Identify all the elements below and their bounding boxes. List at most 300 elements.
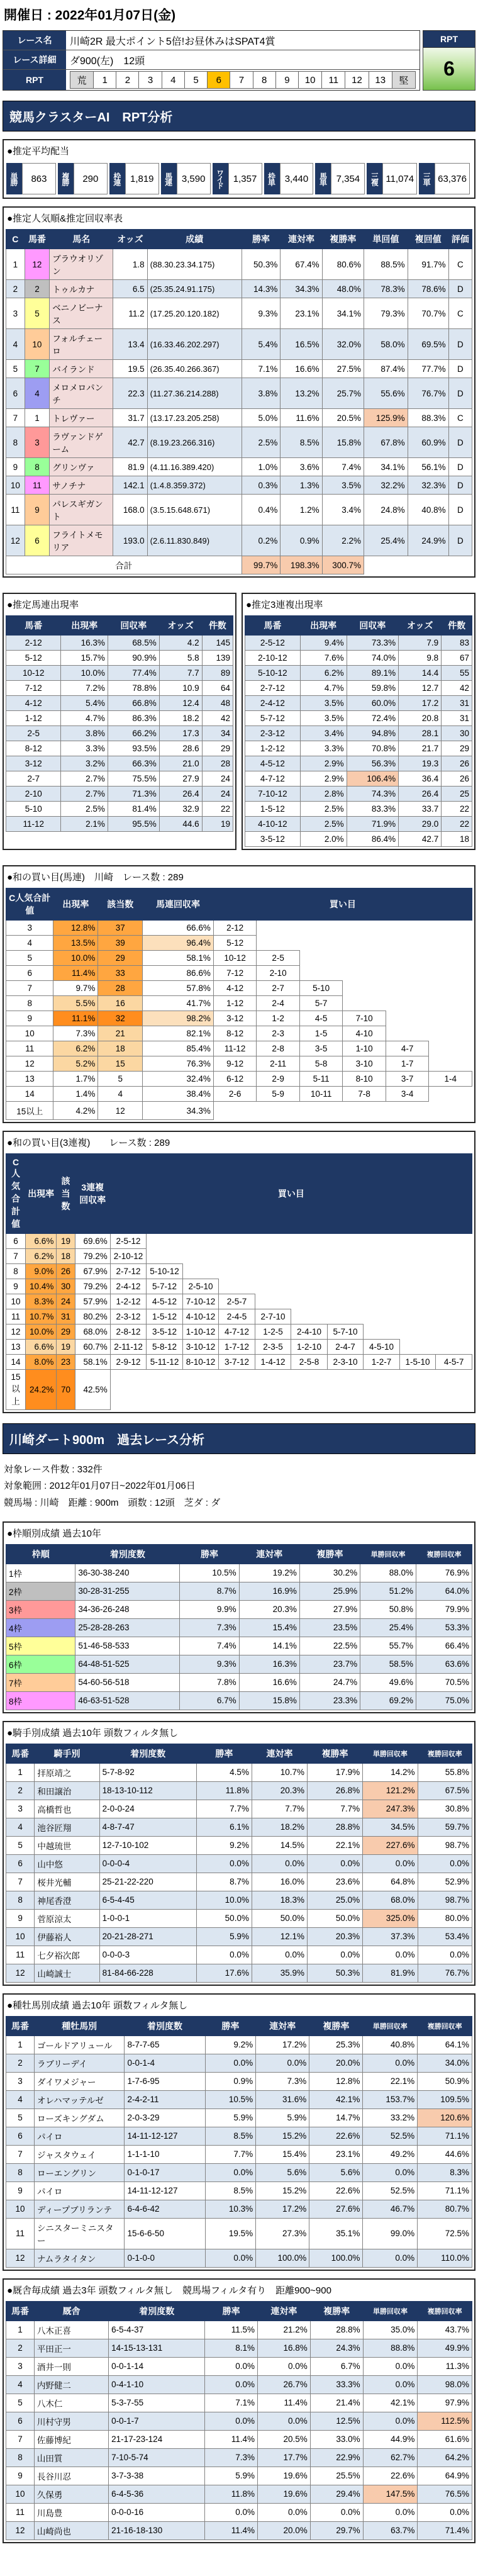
race-detail-value: ダ900(左) 12頭 — [66, 50, 420, 69]
table-cell: 4-12 — [6, 696, 61, 711]
table-cell: 5.0% — [242, 409, 281, 427]
table-cell: メロメロパンチ — [50, 378, 113, 409]
table-cell: 1-12 — [6, 711, 61, 726]
table-cell: 0.0% — [308, 1946, 363, 1964]
table-cell: 7 — [6, 1249, 26, 1264]
table-cell: 120.6% — [418, 2108, 472, 2127]
race-info-panel — [3, 30, 475, 91]
table-cell: 80.2% — [75, 1309, 110, 1324]
table-cell: 2.7% — [61, 787, 108, 802]
header-row — [6, 2016, 472, 2036]
table-cell: 11.8% — [205, 2485, 258, 2503]
table-cell: (16.33.46.202.297) — [147, 329, 242, 360]
table-cell: 5-7-10 — [327, 1324, 364, 1340]
race-info-table — [3, 30, 420, 91]
column-header: 複勝回収率 — [416, 1544, 472, 1564]
table-cell: 24.9% — [408, 525, 448, 556]
table-row — [6, 951, 472, 966]
table-cell: 34.3% — [281, 280, 322, 298]
table-cell: ローズキングダム — [34, 2108, 125, 2127]
table-cell: 13.5% — [53, 936, 98, 951]
table-cell: 15.2% — [256, 2181, 309, 2200]
table-cell: バイランド — [50, 360, 113, 378]
table-cell: 8-10 — [343, 1072, 386, 1087]
table-cell: 4.2% — [53, 1102, 98, 1120]
column-header: 買い目 — [213, 888, 472, 921]
table-cell: 18.2 — [159, 711, 202, 726]
table-cell: 0.0% — [363, 2375, 418, 2394]
table-cell: 55 — [442, 666, 472, 681]
table-row — [6, 1249, 472, 1264]
table-cell[interactable]: 荒 — [70, 72, 94, 89]
table-cell: 0.0% — [363, 2163, 418, 2181]
table-cell: 6 — [6, 1854, 35, 1873]
table-row — [6, 1041, 472, 1056]
table-cell: 21.4% — [310, 2394, 363, 2412]
table-cell: 2.1% — [61, 817, 108, 832]
table-cell: 81.9 — [113, 458, 147, 476]
table-cell: 14.3% — [242, 280, 281, 298]
table-cell[interactable]: 5 — [184, 72, 207, 89]
table-cell: 10.0% — [26, 1324, 57, 1340]
table-cell: 10 — [6, 2200, 35, 2218]
table-cell: 10.0% — [61, 666, 108, 681]
table-cell: 93.5% — [108, 741, 159, 756]
table-cell: 19.5% — [205, 2218, 256, 2249]
table-cell: パレスギガント — [50, 495, 113, 525]
stable-results-box — [3, 2278, 475, 2543]
table-cell: 5 — [6, 951, 53, 966]
table-cell: 9.3% — [242, 298, 281, 329]
table-cell: 142.1 — [113, 476, 147, 495]
table-cell: 35.1% — [309, 2218, 363, 2249]
table-cell: 1枠 — [6, 1564, 75, 1582]
table-cell: 7.2% — [61, 681, 108, 696]
table-row — [6, 1234, 472, 1249]
table-row — [6, 711, 233, 726]
table-cell: 4 — [6, 2375, 35, 2394]
column-header: 複勝率 — [308, 1744, 363, 1763]
table-cell: 10.0% — [196, 1891, 252, 1909]
table-cell: 78.3% — [364, 280, 408, 298]
table-cell: 5-12 — [213, 936, 257, 951]
table-cell: 5-10 — [6, 802, 61, 817]
table-cell: 198.3% — [281, 556, 322, 574]
table-cell: 2-12 — [213, 921, 257, 936]
table-cell: 10.5% — [205, 2090, 256, 2108]
table-row — [245, 817, 472, 832]
table-row — [6, 1340, 472, 1355]
table-cell: 7 — [6, 1873, 35, 1891]
column-header: 回収率 — [347, 616, 399, 636]
table-cell[interactable]: 3 — [139, 72, 162, 89]
table-cell: 33.7 — [399, 802, 442, 817]
table-cell: 21.7 — [399, 741, 442, 756]
table-cell: 86.6% — [143, 966, 214, 981]
table-cell[interactable]: 8 — [253, 72, 275, 89]
table-cell: 7-10-5-74 — [109, 2448, 205, 2467]
table-cell: 3 — [6, 1800, 35, 1818]
stable-results-table — [6, 2301, 472, 2540]
table-cell: 33.0% — [310, 2430, 363, 2448]
table-cell: 12.7 — [399, 681, 442, 696]
table-cell: ジャスタウェイ — [34, 2145, 125, 2163]
table-cell: 16.0% — [252, 1873, 307, 1891]
table-row — [6, 996, 472, 1011]
table-cell: 67.9% — [75, 1264, 110, 1279]
table-cell: 21.0 — [159, 756, 202, 771]
table-cell: 6.6% — [26, 1340, 57, 1355]
table-row — [6, 360, 472, 378]
table-cell: 2-0-0-24 — [99, 1800, 196, 1818]
table-cell: 0.0% — [363, 2412, 418, 2430]
table-row — [6, 280, 472, 298]
table-cell: 神尾香澄 — [35, 1891, 99, 1909]
table-row — [6, 329, 472, 360]
table-cell: 2-9-12 — [110, 1355, 147, 1370]
wa-sanrenpuku-title: ●和の買い目(3連複) レース数 : 289 — [7, 1138, 170, 1148]
payout-value: 3,590 — [177, 163, 211, 194]
table-cell: 28 — [202, 756, 233, 771]
rpt-badge-panel — [423, 30, 475, 91]
table-cell: 4枠 — [6, 1618, 75, 1637]
table-row — [6, 2072, 472, 2090]
table-cell: 6 — [6, 2127, 35, 2145]
table-row — [6, 1011, 472, 1026]
header-row — [6, 1544, 472, 1564]
table-row — [245, 666, 472, 681]
column-header: 枠順 — [6, 1544, 75, 1564]
column-header: 馬番 — [6, 2016, 35, 2036]
table-cell: 19.3 — [399, 756, 442, 771]
track-conditions: 競馬場 : 川崎 距離 : 900m 頭数 : 12頭 芝ダ : ダ — [4, 1497, 221, 1508]
table-cell: 4 — [25, 378, 49, 409]
table-cell: 7-8 — [343, 1087, 386, 1102]
table-cell: 5-8-12 — [147, 1340, 183, 1355]
table-cell: 29.4% — [310, 2485, 363, 2503]
table-cell: 2-4-12 — [245, 696, 301, 711]
table-cell: 98.7% — [418, 1891, 472, 1909]
table-cell: 56.1% — [408, 458, 448, 476]
table-cell: 0.3% — [242, 476, 281, 495]
section-title-past-analysis: 川崎ダート900m 過去レース分析 — [3, 1423, 475, 1454]
table-cell: 2-9 — [257, 1072, 300, 1087]
table-cell: 15以上 — [6, 1370, 26, 1410]
table-cell: 64.1% — [418, 2036, 472, 2054]
table-cell: 1-4-12 — [255, 1355, 291, 1370]
table-cell: 4 — [6, 2090, 35, 2108]
table-cell: 2-5-7 — [219, 1294, 255, 1309]
table-cell: C — [448, 298, 472, 329]
table-cell: 5-11-12 — [147, 1355, 183, 1370]
avg-payout-box — [3, 139, 475, 199]
table-cell: 久保勇 — [34, 2485, 108, 2503]
table-cell: 145 — [202, 636, 233, 651]
table-cell: 0.0% — [363, 2503, 418, 2521]
table-cell: フォルチェーロ — [50, 329, 113, 360]
table-cell: 9 — [6, 1279, 26, 1294]
table-cell: 20-21-28-271 — [99, 1927, 196, 1946]
table-cell: 64.9% — [418, 2467, 472, 2485]
table-cell[interactable]: 堅 — [392, 72, 415, 89]
table-cell: 6 — [6, 378, 25, 409]
table-cell: ナムラタイタン — [34, 2249, 125, 2267]
table-cell[interactable]: 9 — [275, 72, 298, 89]
table-cell: 10.5% — [180, 1564, 239, 1582]
table-cell: 6枠 — [6, 1655, 75, 1673]
table-cell: 34 — [202, 726, 233, 741]
table-cell: 51.2% — [360, 1582, 416, 1600]
table-cell: 2-10-12 — [110, 1249, 147, 1264]
table-cell: 8.5% — [281, 427, 322, 458]
table-row — [6, 1946, 472, 1964]
table-cell: 5 — [6, 2394, 35, 2412]
table-cell: 1-5-12 — [245, 802, 301, 817]
table-cell: 31 — [57, 1309, 75, 1324]
table-cell: 60.0% — [347, 696, 399, 711]
table-row — [6, 1927, 472, 1946]
table-cell: 67 — [442, 651, 472, 666]
table-cell: 15.4% — [256, 2145, 309, 2163]
table-cell[interactable]: 2 — [116, 72, 139, 89]
table-cell: 3.6% — [281, 458, 322, 476]
table-cell: 5-7-12 — [245, 711, 301, 726]
table-cell: 9 — [6, 1011, 53, 1026]
table-cell: 0.0% — [205, 2412, 258, 2430]
table-cell: 0.0% — [418, 2503, 472, 2521]
payout-type-label: 枠連 — [109, 163, 125, 194]
table-cell: サノチナ — [50, 476, 113, 495]
table-cell[interactable]: 10 — [299, 72, 322, 89]
table-cell: 147.5% — [363, 2485, 418, 2503]
table-row — [6, 802, 233, 817]
column-header: 単回値 — [364, 230, 408, 249]
column-header: 勝率 — [205, 2301, 258, 2321]
column-header: オッズ — [159, 616, 202, 636]
table-cell: 7.1% — [205, 2394, 258, 2412]
table-cell: 12.1% — [252, 1927, 307, 1946]
table-cell: 6-12 — [213, 1072, 257, 1087]
payout-type-label: 枠単 — [264, 163, 280, 194]
table-cell: 6-5-4-37 — [109, 2321, 205, 2339]
table-cell: 12 — [98, 1102, 143, 1120]
table-cell: 3 — [6, 921, 53, 936]
avg-payout-strip — [6, 162, 472, 196]
table-cell: 8 — [6, 2448, 35, 2467]
table-cell: 拝原靖之 — [35, 1763, 99, 1781]
pair-occurrence-section — [3, 585, 475, 858]
table-cell: 87.4% — [364, 360, 408, 378]
table-row — [6, 666, 233, 681]
table-cell: 3 — [25, 427, 49, 458]
table-row — [6, 2108, 472, 2127]
table-cell: 8.3% — [26, 1294, 57, 1309]
table-cell: 3-7-12 — [219, 1355, 255, 1370]
header-row — [6, 1744, 472, 1763]
table-cell: 3.4% — [300, 726, 347, 741]
table-cell: ラヴァンドゲーム — [50, 427, 113, 458]
table-cell: グリンヴァ — [50, 458, 113, 476]
stable-results-title: ●厩舎毎成績 過去3年 頭数フィルタ無し 競馬場フィルタ有り 距離900~900 — [7, 2285, 331, 2296]
column-header: 複勝回収率 — [418, 2301, 472, 2321]
table-cell: 34.1% — [364, 458, 408, 476]
target-race-count: 対象レース件数 : 332件 — [4, 1464, 103, 1475]
table-row — [6, 681, 233, 696]
table-cell: 50.3% — [242, 249, 281, 280]
table-cell: 11.4% — [205, 2430, 258, 2448]
table-cell: 6 — [6, 2412, 35, 2430]
table-cell[interactable]: 6 — [208, 72, 230, 89]
table-cell: 長谷川忍 — [34, 2467, 108, 2485]
payout-type-label: 複勝 — [58, 163, 74, 194]
jockey-results-table — [6, 1744, 472, 1983]
table-cell: 42.7 — [399, 832, 442, 847]
table-cell: パイロ — [34, 2127, 125, 2145]
table-cell: 12.4 — [159, 696, 202, 711]
table-cell: 11 — [6, 2218, 35, 2249]
table-cell: 20.5% — [322, 409, 364, 427]
table-cell: 70.8% — [347, 741, 399, 756]
table-cell: 22.6% — [309, 2127, 363, 2145]
table-cell: 27.3% — [256, 2218, 309, 2249]
table-row — [6, 2375, 472, 2394]
table-cell: 98.7% — [418, 1836, 472, 1854]
table-cell: 5 — [6, 2108, 35, 2127]
table-cell: 16 — [98, 996, 143, 1011]
table-cell: 15.8% — [322, 427, 364, 458]
table-cell: 4.7% — [61, 711, 108, 726]
table-cell: 79.3% — [364, 298, 408, 329]
table-cell: 106.4% — [347, 771, 399, 787]
table-cell: (8.19.23.266.316) — [147, 427, 242, 458]
umaren-occurrence-title: ●推定馬連出現率 — [7, 600, 79, 610]
column-header: 勝率 — [242, 230, 281, 249]
table-cell: 7-12 — [6, 681, 61, 696]
table-cell: 3 — [6, 2072, 35, 2090]
table-row — [245, 832, 472, 847]
table-cell: 34.1% — [322, 298, 364, 329]
table-cell: 58.0% — [364, 329, 408, 360]
table-cell: 30 — [442, 726, 472, 741]
table-row — [6, 1279, 472, 1294]
table-cell: 32.4% — [143, 1072, 214, 1087]
table-cell: 1.3% — [281, 476, 322, 495]
waku-results-title: ●枠順別成績 過去10年 — [7, 1528, 101, 1539]
table-cell: C — [448, 409, 472, 427]
table-cell[interactable]: 12 — [345, 72, 369, 89]
table-cell: 57.9% — [75, 1294, 110, 1309]
table-row — [6, 2412, 472, 2430]
table-cell[interactable]: 1 — [94, 72, 116, 89]
table-cell: 60.7% — [75, 1340, 110, 1355]
table-row — [6, 409, 472, 427]
table-cell: 18 — [98, 1041, 143, 1056]
table-cell: 合計 — [6, 556, 242, 574]
table-cell: 76.5% — [418, 2485, 472, 2503]
table-cell: 22 — [442, 817, 472, 832]
column-header: 単勝回収率 — [363, 1744, 418, 1763]
table-cell: 12.8% — [309, 2072, 363, 2090]
table-cell: 42.7 — [113, 427, 147, 458]
table-cell[interactable]: 11 — [322, 72, 345, 89]
table-cell: 53.4% — [418, 1927, 472, 1946]
table-cell: 0-0-1-4 — [125, 2054, 205, 2072]
table-cell: 11.3% — [418, 2357, 472, 2375]
table-cell: ダイワメジャー — [34, 2072, 125, 2090]
table-cell[interactable]: 4 — [162, 72, 184, 89]
table-cell: 8 — [6, 996, 53, 1011]
table-cell: 23.7% — [299, 1655, 360, 1673]
table-cell: 13 — [6, 1072, 53, 1087]
table-cell[interactable]: 13 — [369, 72, 392, 89]
table-cell: 0.0% — [257, 2503, 310, 2521]
table-cell: 和田譲治 — [35, 1781, 99, 1800]
table-cell: 76.3% — [143, 1056, 214, 1072]
table-row — [6, 1618, 472, 1637]
table-row — [6, 696, 233, 711]
column-header: 複勝率 — [322, 230, 364, 249]
table-cell: 8.0% — [26, 1355, 57, 1370]
table-cell: 4-7-12 — [219, 1324, 255, 1340]
table-cell: 28.1 — [399, 726, 442, 741]
table-cell: 7.4% — [180, 1637, 239, 1655]
table-cell: 91.7% — [408, 249, 448, 280]
table-cell: 11.8% — [196, 1781, 252, 1800]
table-cell: 高橋哲也 — [35, 1800, 99, 1818]
table-row — [6, 378, 472, 409]
table-cell: 90.9% — [108, 651, 159, 666]
column-header: 単勝回収率 — [363, 2016, 418, 2036]
table-cell: 2-0-3-29 — [125, 2108, 205, 2127]
table-cell: 2.5% — [242, 427, 281, 458]
table-cell: 59.7% — [418, 1818, 472, 1836]
table-cell: 3-12 — [6, 756, 61, 771]
column-header: 馬番 — [6, 616, 61, 636]
table-cell: 七夕裕次郎 — [35, 1946, 99, 1964]
table-row — [6, 1691, 472, 1710]
table-cell: 2-5-12 — [110, 1234, 147, 1249]
table-cell: 42 — [442, 681, 472, 696]
table-cell: 6.7% — [310, 2357, 363, 2375]
table-cell: 39 — [98, 936, 143, 951]
table-cell: 71.3% — [108, 787, 159, 802]
table-cell: 68.5% — [108, 636, 159, 651]
column-header: 馬番 — [25, 230, 49, 249]
table-cell: 29.0 — [399, 817, 442, 832]
table-cell: ラブリーデイ — [34, 2054, 125, 2072]
table-cell: 227.6% — [363, 1836, 418, 1854]
table-cell: 1-5 — [299, 1026, 343, 1041]
table-cell: 1-1-1-10 — [125, 2145, 205, 2163]
table-cell[interactable]: 7 — [230, 72, 253, 89]
table-cell: 0-0-0-3 — [99, 1946, 196, 1964]
table-row — [6, 1800, 472, 1818]
table-cell: 6.2% — [26, 1249, 57, 1264]
table-cell: 5 — [98, 1072, 143, 1087]
table-cell: 76.9% — [416, 1564, 472, 1582]
table-cell: 4-5-12 — [147, 1294, 183, 1309]
table-cell: 5 — [25, 298, 49, 329]
table-cell: 48.0% — [322, 280, 364, 298]
table-cell: 9.4% — [300, 636, 347, 651]
payout-type-label: 馬連 — [161, 163, 177, 194]
table-cell: 0.0% — [418, 1946, 472, 1964]
table-cell: 0.0% — [205, 2249, 256, 2267]
table-row — [6, 2181, 472, 2200]
table-cell: 8.7% — [196, 1873, 252, 1891]
table-cell: 66.3% — [108, 756, 159, 771]
table-cell: 9 — [6, 458, 25, 476]
